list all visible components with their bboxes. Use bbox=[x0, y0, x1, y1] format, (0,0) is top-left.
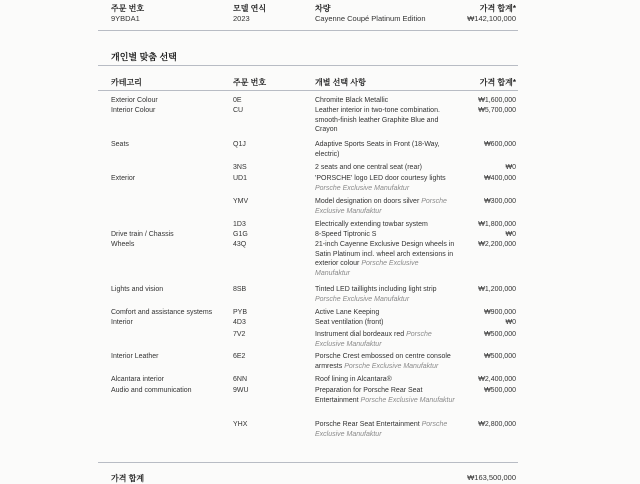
row-description: 'PORSCHE' logo LED door courtesy lights bbox=[315, 175, 446, 182]
model-year-value: 2023 bbox=[233, 14, 250, 23]
header-price-label: 가격 합계* bbox=[479, 4, 516, 13]
row-price: ₩2,400,000 bbox=[478, 376, 516, 383]
row-category: Interior Colour bbox=[111, 107, 156, 114]
row-description: Instrument dial bordeaux red bbox=[315, 331, 405, 338]
row-order-no: G1G bbox=[233, 231, 248, 238]
row-description: 8-Speed Tiptronic S bbox=[315, 231, 377, 238]
vehicle-label: 차량 bbox=[315, 4, 331, 13]
row-order-no: 1D3 bbox=[233, 221, 246, 228]
row-description: Chromite Black Metallic bbox=[315, 97, 389, 104]
row-category: Alcantara interior bbox=[111, 376, 164, 383]
row-price: ₩0 bbox=[505, 164, 516, 171]
row-price: ₩500,000 bbox=[484, 387, 516, 394]
col-header-order-no: 주문 번호 bbox=[233, 78, 267, 87]
row-order-no: 4D3 bbox=[233, 319, 246, 326]
row-description-cell bbox=[315, 420, 455, 439]
row-order-no: 7V2 bbox=[233, 331, 246, 338]
row-price: ₩1,600,000 bbox=[478, 97, 516, 104]
row-price: ₩400,000 bbox=[484, 175, 516, 182]
col-header-option: 개별 선택 사항 bbox=[315, 78, 366, 87]
row-exclusive-manufaktur-note: Porsche Exclusive Manufaktur bbox=[315, 295, 410, 303]
row-description-cell bbox=[315, 230, 455, 240]
row-description: Adaptive Sports Seats in Front (18-Way, electric) bbox=[315, 141, 440, 158]
row-description-cell bbox=[315, 220, 455, 230]
row-description: 2 seats and one central seat (rear) bbox=[315, 164, 423, 171]
row-order-no: 8SB bbox=[233, 286, 247, 293]
row-price: ₩0 bbox=[505, 231, 516, 238]
row-description-cell bbox=[315, 140, 455, 159]
row-exclusive-manufaktur-note: Porsche Exclusive Manufaktur bbox=[315, 331, 432, 348]
row-price: ₩1,200,000 bbox=[478, 286, 516, 293]
row-exclusive-manufaktur-note: Porsche Exclusive Manufaktur bbox=[315, 260, 419, 277]
row-order-no: 6NN bbox=[233, 376, 248, 383]
row-order-no: 43Q bbox=[233, 241, 247, 248]
row-description: Tinted LED taillights including light strip bbox=[315, 286, 437, 293]
row-description-cell bbox=[315, 375, 455, 385]
row-description-cell bbox=[315, 330, 455, 349]
table-header-divider bbox=[98, 90, 518, 91]
row-price: ₩5,700,000 bbox=[478, 107, 516, 114]
row-price: ₩1,800,000 bbox=[478, 221, 516, 228]
row-price: ₩2,200,000 bbox=[478, 241, 516, 248]
row-exclusive-manufaktur-note: Porsche Exclusive Manufaktur bbox=[315, 184, 410, 192]
row-order-no: YMV bbox=[233, 198, 249, 205]
total-divider bbox=[98, 462, 518, 463]
row-exclusive-manufaktur-note: Porsche Exclusive Manufaktur bbox=[344, 362, 439, 370]
row-category: Drive train / Chassis bbox=[111, 231, 174, 238]
header-divider bbox=[98, 30, 518, 31]
row-price: ₩900,000 bbox=[484, 309, 516, 316]
row-category: Audio and communication bbox=[111, 387, 192, 394]
row-description: Porsche Crest embossed on centre console armrests bbox=[315, 353, 451, 370]
row-price: ₩500,000 bbox=[484, 353, 516, 360]
row-description-cell bbox=[315, 318, 455, 328]
row-price: ₩500,000 bbox=[484, 331, 516, 338]
row-description: Leather interior in two-tone combination. smooth-finish leather Graphite Blue and Crayon bbox=[315, 107, 440, 134]
row-description: Electrically extending towbar system bbox=[315, 221, 428, 228]
row-category: Interior Leather bbox=[111, 353, 159, 360]
row-order-no: 6E2 bbox=[233, 353, 246, 360]
row-description: 21-inch Cayenne Exclusive Design wheels in Satin Platinum incl. wheel arch extensions in exterior colour bbox=[315, 241, 455, 268]
row-order-no: UD1 bbox=[233, 175, 248, 182]
total-label: 가격 합계 bbox=[111, 474, 145, 483]
row-description-cell bbox=[315, 386, 455, 405]
row-order-no: YHX bbox=[233, 421, 248, 428]
row-description-cell bbox=[315, 174, 455, 193]
row-description: Seat ventilation (front) bbox=[315, 319, 384, 326]
row-category: Wheels bbox=[111, 241, 135, 248]
col-header-category: 카테고리 bbox=[111, 78, 142, 87]
row-price: ₩600,000 bbox=[484, 141, 516, 148]
row-category: Lights and vision bbox=[111, 286, 164, 293]
row-category: Comfort and assistance systems bbox=[111, 309, 213, 316]
row-description: Porsche Rear Seat Entertainment bbox=[315, 421, 420, 428]
row-description-cell bbox=[315, 308, 455, 318]
vehicle-value: Cayenne Coupé Platinum Edition bbox=[315, 14, 426, 23]
row-order-no: Q1J bbox=[233, 141, 246, 148]
row-category: Exterior Colour bbox=[111, 97, 158, 104]
row-price: ₩0 bbox=[505, 319, 516, 326]
row-description-cell bbox=[315, 106, 455, 135]
order-no-value: 9YBDA1 bbox=[111, 14, 140, 23]
row-order-no: 9WU bbox=[233, 387, 249, 394]
model-year-label: 모델 연식 bbox=[233, 4, 267, 13]
row-description-cell bbox=[315, 352, 455, 371]
row-category: Interior bbox=[111, 319, 133, 326]
section-title: 개인별 맞춤 선택 bbox=[111, 52, 177, 62]
row-order-no: 3NS bbox=[233, 164, 247, 171]
row-description: Active Lane Keeping bbox=[315, 309, 380, 316]
row-description: Preparation for Porsche Rear Seat Entertainment bbox=[315, 387, 423, 404]
row-category: Seats bbox=[111, 141, 129, 148]
row-exclusive-manufaktur-note: Porsche Exclusive Manufaktur bbox=[360, 396, 455, 404]
total-value: ₩163,500,000 bbox=[467, 473, 516, 482]
row-description-cell bbox=[315, 240, 455, 278]
row-price: ₩300,000 bbox=[484, 198, 516, 205]
row-description-cell bbox=[315, 96, 455, 106]
row-exclusive-manufaktur-note: Porsche Exclusive Manufaktur bbox=[315, 198, 447, 215]
row-description: Roof lining in Alcantara® bbox=[315, 376, 392, 383]
col-header-price: 가격 합계* bbox=[479, 78, 516, 87]
row-order-no: CU bbox=[233, 107, 244, 114]
section-divider bbox=[98, 65, 518, 66]
row-description-cell bbox=[315, 197, 455, 216]
header-price-value: ₩142,100,000 bbox=[467, 14, 516, 23]
row-description-cell bbox=[315, 285, 455, 304]
row-description: Model designation on doors silver bbox=[315, 198, 420, 205]
row-price: ₩2,800,000 bbox=[478, 421, 516, 428]
row-order-no: 0E bbox=[233, 97, 242, 104]
row-category: Exterior bbox=[111, 175, 136, 182]
order-no-label: 주문 번호 bbox=[111, 4, 145, 13]
row-exclusive-manufaktur-note: Porsche Exclusive Manufaktur bbox=[315, 421, 448, 438]
row-order-no: PYB bbox=[233, 309, 248, 316]
row-description-cell bbox=[315, 163, 455, 173]
